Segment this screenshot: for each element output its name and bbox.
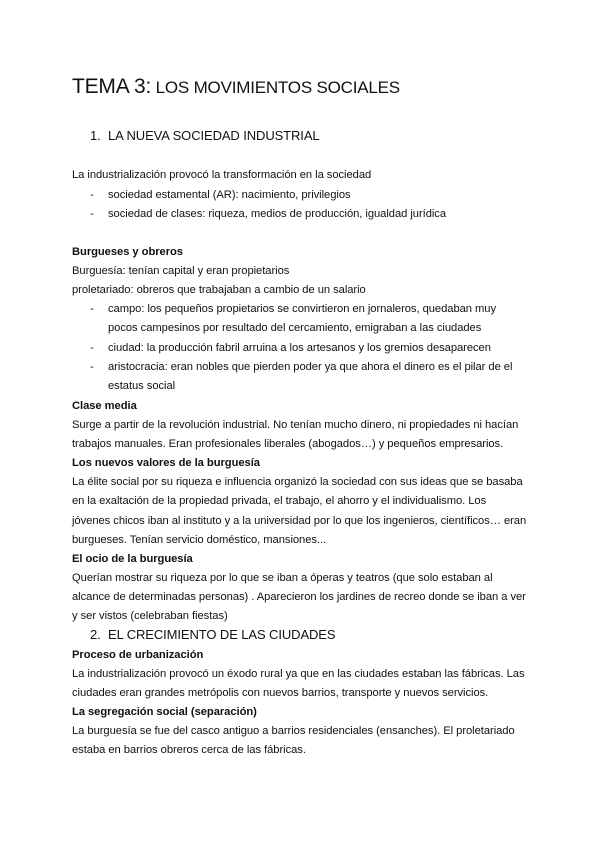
bullet-marker: - <box>90 189 94 201</box>
ocio-line-1: Querían mostrar su riqueza por lo que se iban a óperas y teatros (que solo estaban al <box>72 572 493 584</box>
intro-text: La industrialización provocó la transformación en la sociedad <box>72 169 372 181</box>
burgueses-line-1: Burguesía: tenían capital y eran propietarios <box>72 265 290 277</box>
title-main: TEMA 3: <box>72 75 152 98</box>
intro-bullet-2: sociedad de clases: riqueza, medios de producción, igualdad jurídica <box>108 208 447 220</box>
urbanizacion-heading: Proceso de urbanización <box>72 649 204 661</box>
burgueses-bullet-1a: campo: los pequeños propietarios se convirtieron en jornaleros, quedaban muy <box>108 303 496 315</box>
segregacion-line-2: estaba en barrios obreros cerca de las fábricas. <box>72 744 306 756</box>
ocio-heading: El ocio de la burguesía <box>72 553 193 565</box>
burgueses-bullet-2: ciudad: la producción fabril arruina a los artesanos y los gremios desaparecen <box>108 342 491 354</box>
ocio-line-3: y ser vistos (celebraban fiestas) <box>72 610 228 622</box>
section-1-title: LA NUEVA SOCIEDAD INDUSTRIAL <box>108 128 320 143</box>
urbanizacion-line-2: ciudades eran grandes metrópolis con nuevos barrios, transporte y nuevos servicios. <box>72 687 489 699</box>
bullet-marker: - <box>90 208 94 220</box>
burgueses-line-2: proletariado: obreros que trabajaban a cambio de un salario <box>72 284 366 296</box>
clase-media-heading: Clase media <box>72 400 137 412</box>
valores-line-2: en la exaltación de la propiedad privada, el trabajo, el ahorro y el individualismo. Los <box>72 495 487 507</box>
burgueses-heading: Burgueses y obreros <box>72 246 183 258</box>
section-2-heading <box>90 626 335 644</box>
ocio-line-2: alcance de determinadas personas) . Aparecieron los jardines de recreo donde se iban a ver <box>72 591 526 603</box>
bullet-marker: - <box>90 303 94 315</box>
section-1-heading <box>90 127 320 145</box>
section-1-number: 1. <box>90 128 101 143</box>
section-2-number: 2. <box>90 627 101 642</box>
bullet-marker: - <box>90 342 94 354</box>
segregacion-heading: La segregación social (separación) <box>72 706 257 718</box>
burgueses-bullet-1b: pocos campesinos por resultado del cercamiento, emigraban a las ciudades <box>108 322 482 334</box>
burgueses-bullet-3a: aristocracia: eran nobles que pierden poder ya que ahora el dinero es el pilar de el <box>108 361 513 373</box>
clase-media-line-1: Surge a partir de la revolución industrial. No tenían mucho dinero, ni propiedades ni hacían <box>72 419 519 431</box>
burgueses-bullet-3b: estatus social <box>108 380 176 392</box>
valores-heading: Los nuevos valores de la burguesía <box>72 457 260 469</box>
segregacion-line-1: La burguesía se fue del casco antiguo a barrios residenciales (ensanches). El proletariado <box>72 725 515 737</box>
title-rest: LOS MOVIMIENTOS SOCIALES <box>151 78 400 97</box>
urbanizacion-line-1: La industrialización provocó un éxodo rural ya que en las ciudades estaban las fábricas. Las <box>72 668 525 680</box>
valores-line-4: burgueses. Tenían servicio doméstico, mansiones... <box>72 534 327 546</box>
valores-line-3: jóvenes chicos iban al instituto y a la universidad por lo que los ingenieros, científicos… eran <box>72 515 527 527</box>
valores-line-1: La élite social por su riqueza e influencia organizó la sociedad con sus ideas que se basaba <box>72 476 523 488</box>
bullet-marker: - <box>90 361 94 373</box>
clase-media-line-2: trabajos manuales. Eran profesionales liberales (abogados…) y pequeños empresarios. <box>72 438 504 450</box>
intro-bullet-1: sociedad estamental (AR): nacimiento, privilegios <box>108 189 351 201</box>
page-title <box>72 74 400 101</box>
section-2-title: EL CRECIMIENTO DE LAS CIUDADES <box>108 627 336 642</box>
